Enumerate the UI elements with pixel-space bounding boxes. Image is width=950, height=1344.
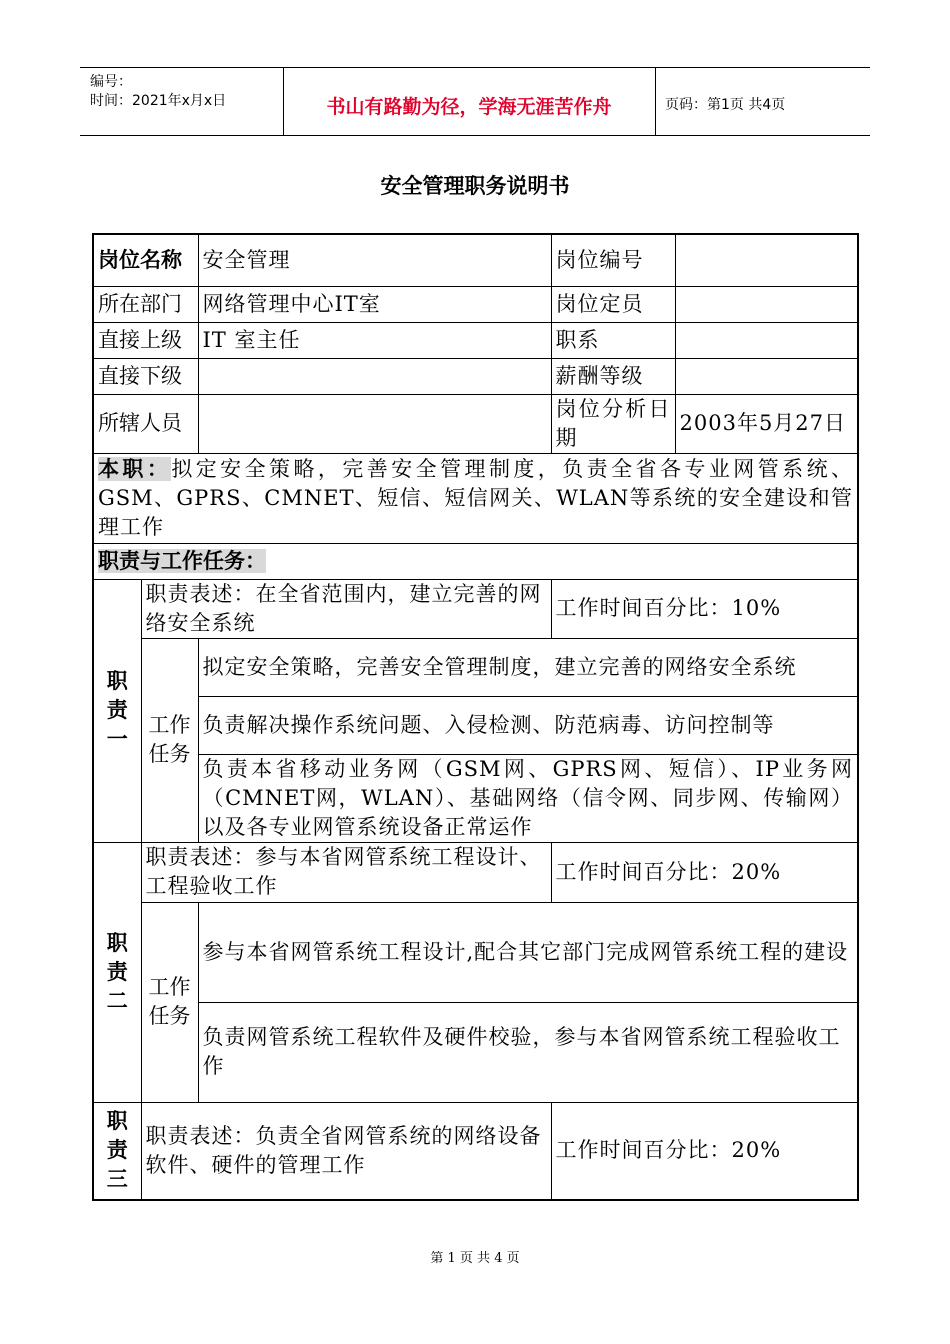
staff-label: 所辖人员 bbox=[93, 394, 198, 453]
duties-header-row bbox=[93, 543, 858, 579]
task-row bbox=[93, 902, 858, 1002]
dept-value: 网络管理中心IT室 bbox=[198, 286, 551, 322]
task-row bbox=[93, 696, 858, 754]
header-motto: 书山有路勤为径，学海无涯苦作舟 bbox=[326, 96, 612, 118]
post-name-value: 安全管理 bbox=[198, 234, 551, 286]
info-row bbox=[93, 234, 858, 286]
header-bottom-rule bbox=[80, 135, 870, 136]
info-row bbox=[93, 286, 858, 322]
duty-1-statement: 职责表述：在全省范围内，建立完善的网络安全系统 bbox=[141, 579, 551, 638]
duty-statement-row bbox=[93, 1102, 858, 1200]
header-page-label: 页码：第1页 共4页 bbox=[665, 97, 786, 113]
post-name-label: 岗位名称 bbox=[93, 234, 198, 286]
duty-1-task-3: 负责本省移动业务网（GSM网、GPRS网、短信）、IP业务网（CMNET网，WLAN）、基础网络（信令网、同步网、传输网）以及各专业网管系统设备正常运作 bbox=[198, 754, 858, 842]
duty-3-statement: 职责表述：负责全省网管系统的网络设备软件、硬件的管理工作 bbox=[141, 1102, 551, 1200]
duty-1-task-1: 拟定安全策略，完善安全管理制度，建立完善的网络安全系统 bbox=[198, 638, 858, 696]
subordinate-label: 直接下级 bbox=[93, 358, 198, 394]
series-label: 职系 bbox=[551, 322, 675, 358]
staff-value bbox=[198, 394, 551, 453]
headcount-label: 岗位定员 bbox=[551, 286, 675, 322]
info-row bbox=[93, 322, 858, 358]
main-duty-row bbox=[93, 453, 858, 543]
salary-label: 薪酬等级 bbox=[551, 358, 675, 394]
subordinate-value bbox=[198, 358, 551, 394]
duty-1-label: 职责一 bbox=[93, 579, 141, 842]
info-row bbox=[93, 358, 858, 394]
duty-2-task-1: 参与本省网管系统工程设计,配合其它部门完成网管系统工程的建设 bbox=[198, 902, 858, 1002]
series-value bbox=[675, 322, 858, 358]
header-code-label: 编号： bbox=[90, 74, 132, 90]
main-duty-text: 拟定安全策略，完善安全管理制度，负责全省各专业网管系统、GSM、GPRS、CMNET、短信、短信网关、WLAN等系统的安全建设和管理工作 bbox=[98, 456, 854, 539]
duty-statement-row bbox=[93, 842, 858, 902]
task-row bbox=[93, 638, 858, 696]
task-row bbox=[93, 1002, 858, 1102]
duty-statement-row bbox=[93, 579, 858, 638]
post-no-value bbox=[675, 234, 858, 286]
duty-1-task-2: 负责解决操作系统问题、入侵检测、防范病毒、访问控制等 bbox=[198, 696, 858, 754]
main-duty-cell bbox=[93, 453, 858, 543]
page-footer: 第 1 页 共 4 页 bbox=[430, 1251, 520, 1266]
analysis-date-value: 2003年5月27日 bbox=[675, 394, 858, 453]
dept-label: 所在部门 bbox=[93, 286, 198, 322]
duty-2-tasks-label: 工作任务 bbox=[141, 902, 198, 1102]
analysis-date-label: 岗位分析日期 bbox=[551, 394, 675, 453]
duty-2-statement: 职责表述：参与本省网管系统工程设计、工程验收工作 bbox=[141, 842, 551, 902]
job-description-table bbox=[92, 233, 859, 1201]
duty-1-time-pct: 工作时间百分比：10% bbox=[551, 579, 858, 638]
info-row bbox=[93, 394, 858, 453]
duty-2-label: 职责二 bbox=[93, 842, 141, 1102]
superior-value: IT 室主任 bbox=[198, 322, 551, 358]
headcount-value bbox=[675, 286, 858, 322]
duty-2-task-2: 负责网管系统工程软件及硬件校验，参与本省网管系统工程验收工作 bbox=[198, 1002, 858, 1102]
duty-3-label: 职责三 bbox=[93, 1102, 141, 1200]
salary-value bbox=[675, 358, 858, 394]
superior-label: 直接上级 bbox=[93, 322, 198, 358]
task-row bbox=[93, 754, 858, 842]
header-divider bbox=[655, 67, 656, 135]
duties-header-cell bbox=[93, 543, 858, 579]
post-no-label: 岗位编号 bbox=[551, 234, 675, 286]
duty-2-time-pct: 工作时间百分比：20% bbox=[551, 842, 858, 902]
main-duty-label: 本职： bbox=[98, 456, 172, 481]
header-date-label: 时间：2021年x月x日 bbox=[90, 93, 227, 109]
duty-3-time-pct: 工作时间百分比：20% bbox=[551, 1102, 858, 1200]
header-top-rule bbox=[80, 67, 870, 68]
document-title: 安全管理职务说明书 bbox=[380, 174, 570, 198]
duty-1-tasks-label: 工作任务 bbox=[141, 638, 198, 842]
duties-header: 职责与工作任务： bbox=[98, 548, 266, 573]
